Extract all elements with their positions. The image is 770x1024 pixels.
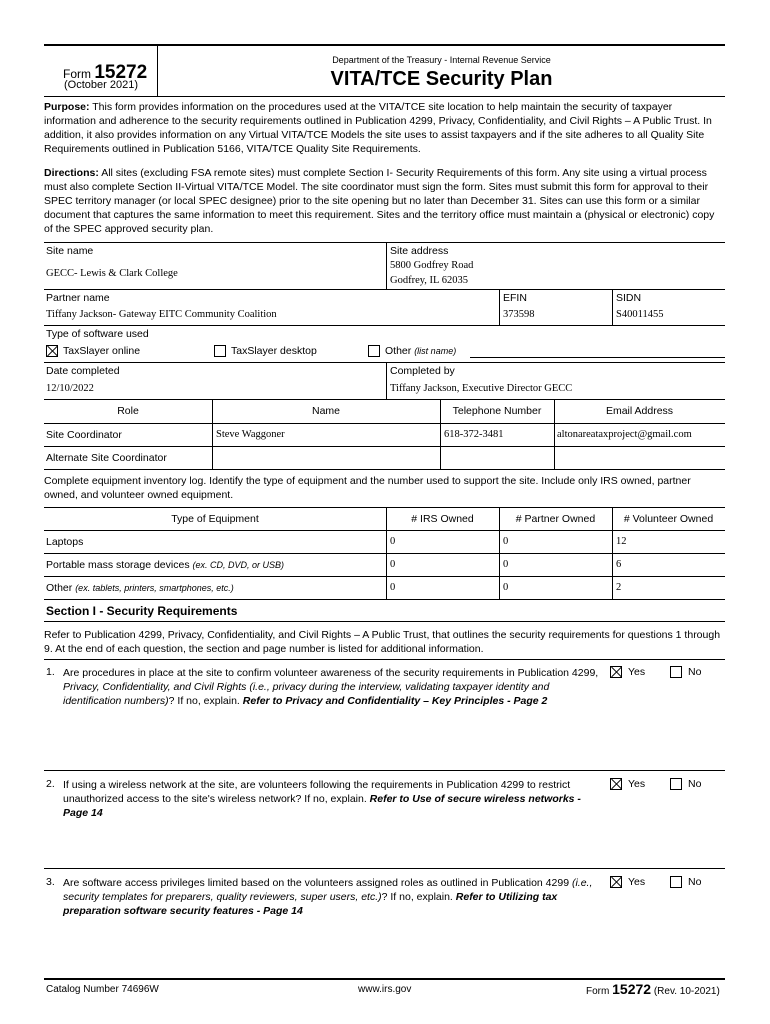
rule [499,289,500,325]
q1-text: Are procedures in place at the site to confirm volunteer awareness of the security requirements in Publication 4299, Privacy, Confidentiality, and Civil Rights (i.e., privacy during the interview, validating taxpayer identity and identification numbers)? If no, explain. Refer to Privacy and Confidentiality – Key Principles - Page 2 [63,667,599,707]
header-bottom-rule [44,96,725,97]
taxslayer-desktop-label: TaxSlayer desktop [231,345,317,357]
q2-number: 2. [46,778,55,790]
storage-partner-field[interactable]: 0 [503,559,509,570]
rule [386,362,387,399]
header-top-rule [44,44,725,46]
purpose-paragraph: Purpose: This form provides information on the procedures used at the VITA/TCE site location to help maintain the security of taxpayer information and adherence to the security requirements outlined in Publication 4299, Privacy, Confidentiality, and Civil Rights – A Public Trust. In addition, it also provides information on any Virtual VITA/TCE Models the site uses to assist taxpayers and if the site adheres to all Quality Site Requirements outlined in Publication 5166, VITA/TCE Quality Site Requirements. [44,101,712,155]
site-name-field[interactable]: GECC- Lewis & Clark College [46,268,178,279]
site-address-label: Site address [390,245,449,257]
date-completed-label: Date completed [46,365,120,377]
roles-header-email: Email Address [605,405,674,417]
website: www.irs.gov [358,984,412,995]
form-number: 15272 [94,62,148,83]
rule [44,289,725,290]
q2-no-checkbox[interactable] [670,778,682,790]
efin-field[interactable]: 373598 [503,309,535,320]
inv-header-irs: # IRS Owned [411,513,474,525]
q3-text: Are software access privileges limited based on the volunteers assigned roles as outlined in Publication 4299 (i.e., security templates for preparers, quality reviewers, super users, etc.)? If no, explain. Refer to Utilizing tax preparation software security features - Page 14 [63,877,593,917]
inv-header-volunteer: # Volunteer Owned [623,513,714,525]
roles-header-name: Name [311,405,340,417]
software-label: Type of software used [46,328,149,340]
q1-yes-label: Yes [628,666,646,678]
q1-no-label: No [688,666,702,678]
rule [44,621,725,622]
rule [44,469,725,470]
sidn-field[interactable]: S40011455 [616,309,664,320]
rule [44,507,725,508]
department: Department of the Treasury - Internal Revenue Service [332,55,551,65]
form-date: (October 2021) [64,79,138,91]
rule [44,325,725,326]
sidn-label: SIDN [616,292,642,304]
q1-no-checkbox[interactable] [670,666,682,678]
q3-yes-label: Yes [628,876,646,888]
laptops-volunteer-field[interactable]: 12 [616,536,627,547]
role-site-coordinator: Site Coordinator [46,429,122,441]
footer-form-id: Form 15272 (Rev. 10-2021) [586,981,720,997]
section-1-title: Section I - Security Requirements [46,604,238,618]
q1-number: 1. [46,666,55,678]
rule [44,399,725,400]
partner-name-label: Partner name [46,292,110,304]
rule [44,423,725,424]
storage-volunteer-field[interactable]: 6 [616,559,622,570]
inv-header-partner: # Partner Owned [515,513,596,525]
role-alternate-coordinator: Alternate Site Coordinator [46,452,167,464]
site-name-label: Site name [46,245,94,257]
footer-rule [44,978,725,980]
rule [44,659,725,660]
rule [44,362,725,363]
q2-text: If using a wireless network at the site, are volunteers following the requirements in Publication 4299 to restrict unauthorized access to the site's wireless network? If no, explain. Refer to Use of secure wireless networks - Page 14 [63,779,581,819]
inv-row-storage: Portable mass storage devices (ex. CD, DVD, or USB) [46,559,285,571]
q3-number: 3. [46,876,55,888]
rule [44,446,725,447]
other-software-checkbox[interactable] [368,345,380,357]
coordinator-email-field[interactable]: altonareataxproject@gmail.com [557,429,692,440]
inventory-intro: Complete equipment inventory log. Identify the type of equipment and the number used to support the site. Include only IRS owned, partner owned, and volunteer owned equipment. [44,475,691,501]
rule [612,289,613,325]
q3-no-label: No [688,876,702,888]
taxslayer-desktop-checkbox[interactable] [214,345,226,357]
coordinator-name-field[interactable]: Steve Waggoner [216,429,285,440]
directions-paragraph: Directions: All sites (excluding FSA remote sites) must complete Section I- Security Requirements of this form. Any site using a virtual process must also complete Section II-Virtual VITA/TCE Model. The site coordinator must sign the form. Sites must submit this form for approval to their SPEC territory manager (or local SPEC designee) prior to the site opening but no later than December 31. Sites can use this form or a similar document that captures the same information to meet this requirement. Sites and the territory office must maintain a (physical or electronic) copy of the SPEC approved security plan. [44,167,715,235]
laptops-irs-field[interactable]: 0 [390,536,396,547]
q2-no-label: No [688,778,702,790]
rule [44,868,725,869]
section-1-intro: Refer to Publication 4299, Privacy, Confidentiality, and Civil Rights – A Public Trust, that outlines the security requirements for questions 1 through 9. At the end of each question, the section and page number is listed for additional information. [44,629,721,655]
other-software-label: Other (list name) [385,345,457,357]
other-volunteer-field[interactable]: 2 [616,582,622,593]
taxslayer-online-label: TaxSlayer online [63,345,141,357]
partner-name-field[interactable]: Tiffany Jackson- Gateway EITC Community Coalition [46,309,277,320]
rule [44,599,725,600]
completed-by-label: Completed by [390,365,455,377]
page-title: VITA/TCE Security Plan [330,68,553,90]
coordinator-phone-field[interactable]: 618-372-3481 [444,429,504,440]
rule [44,242,725,243]
q2-yes-checkbox[interactable] [610,778,622,790]
q3-no-checkbox[interactable] [670,876,682,888]
inv-row-laptops: Laptops [46,536,84,548]
rule [386,242,387,289]
roles-header-role: Role [117,405,139,417]
inv-row-other: Other (ex. tablets, printers, smartphones, etc.) [46,582,234,594]
q1-yes-checkbox[interactable] [610,666,622,678]
form-label: Form 15272 [63,62,148,83]
roles-header-phone: Telephone Number [452,405,542,417]
completed-by-field[interactable]: Tiffany Jackson, Executive Director GECC [390,383,573,394]
site-address-line2[interactable]: Godfrey, IL 62035 [390,275,468,286]
date-completed-field[interactable]: 12/10/2022 [46,383,94,394]
site-address-line1[interactable]: 5800 Godfrey Road [390,260,474,271]
rule [44,553,725,554]
rule [44,576,725,577]
inv-header-type: Type of Equipment [171,513,259,525]
catalog-number: Catalog Number 74696W [46,984,159,995]
rule [44,530,725,531]
efin-label: EFIN [503,292,527,304]
other-irs-field[interactable]: 0 [390,582,396,593]
storage-irs-field[interactable]: 0 [390,559,396,570]
other-software-input[interactable] [470,357,725,358]
laptops-partner-field[interactable]: 0 [503,536,509,547]
rule [44,770,725,771]
other-partner-field[interactable]: 0 [503,582,509,593]
q3-yes-checkbox[interactable] [610,876,622,888]
q2-yes-label: Yes [628,778,646,790]
taxslayer-online-checkbox[interactable] [46,345,58,357]
